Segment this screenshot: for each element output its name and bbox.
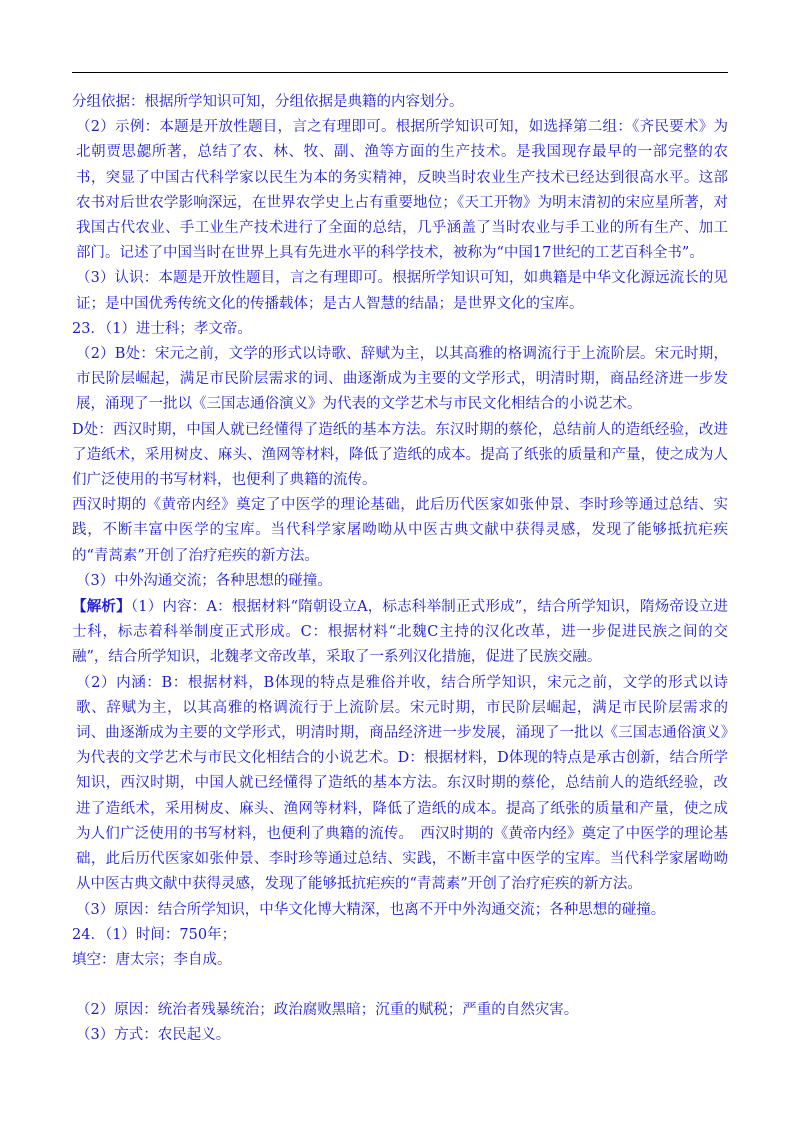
answer-content (72, 90, 728, 1049)
paragraph-understanding: （3）认识：本题是开放性题目，言之有理即可。根据所学知识可知，如典籍是中华文化源远流长的见证；是中国优秀传统文化的传播载体；是古人智慧的结晶；是世界文化的宝库。 (76, 270, 728, 312)
answer-23-1: 23．（1）进士科；孝文帝。 (72, 320, 252, 337)
paragraph-example: （2）示例：本题是开放性题目，言之有理即可。根据所学知识可知，如选择第二组：《齐民要术》为北朝贾思勰所著，总结了农、林、牧、副、渔等方面的生产技术。是我国现存最早的一部完整的农书，突显了中国古代科学家以民生为本的务实精神，反映当时农业生产技术已经达到很高水平。这部农书对后世农学影响深远，在世界农学史上占有重要地位；《天工开物》为明末清初的宋应星所著，对我国古代农业、手工业生产技术进行了全面的总结，几乎涵盖了当时农业与手工业的所有生产、加工部门。记述了中国当时在世界上具有先进水平的科学技术，被称为“中国17世纪的工艺百科全书”。 (76, 119, 728, 262)
answer-24-2: （2）原因：统治者残暴统治；政治腐败黑暗；沉重的赋税；严重的自然灾害。 (76, 1002, 579, 1019)
answer-23-2-d-medicine: 西汉时期的《黄帝内经》奠定了中医学的理论基础，此后历代医家如张仲景、李时珍等通过总结、实践，不断丰富中医学的宝库。当代科学家屠呦呦从中医古典文献中获得灵感，发现了能够抵抗疟疾的“青蒿素”开创了治疗疟疾的新方法。 (72, 497, 728, 564)
header-rule (72, 72, 728, 73)
analysis-paragraph (72, 594, 728, 671)
blank-line (72, 973, 728, 998)
answer-24-fill: 填空：唐太宗；李自成。 (72, 951, 232, 968)
answer-23-2-b: （2）B处：宋元之前，文学的形式以诗歌、辞赋为主，以其高雅的格调流行于上流阶层。宋元时期，市民阶层崛起，满足市民阶层需求的词、曲逐渐成为主要的文学形式，明清时期，商品经济进一步发展，涌现了一批以《三国志通俗演义》为代表的文学艺术与市民文化相结合的小说艺术。 (76, 346, 728, 413)
analysis-2: （2）内涵：B：根据材料，B体现的特点是雅俗并收，结合所学知识，宋元之前，文学的形式以诗歌、辞赋为主，以其高雅的格调流行于上流阶层。宋元时期，市民阶层崛起，满足市民阶层需求的词、曲逐渐成为主要的文学形式，明清时期，商品经济进一步发展，涌现了一批以《三国志通俗演义》为代表的文学艺术与市民文化相结合的小说艺术。D：根据材料，D体现的特点是承古创新，结合所学知识，西汉时期，中国人就已经懂得了造纸的基本方法。东汉时期的蔡伦，总结前人的造纸经验，改进了造纸术，采用树皮、麻头、渔网等材料，降低了造纸的成本。提高了纸张的质量和产量，使之成为人们广泛使用的书写材料，也便利了典籍的流传。 西汉时期的《黄帝内经》奠定了中医学的理论基础，此后历代医家如张仲景、李时珍等通过总结、实践，不断丰富中医学的宝库。当代科学家屠呦呦从中医古典文献中获得灵感，发现了能够抵抗疟疾的“青蒿素”开创了治疗疟疾的新方法。 (76, 674, 728, 893)
answer-23-3: （3）中外沟通交流；各种思想的碰撞。 (76, 572, 332, 589)
analysis-text: （1）内容：A：根据材料“隋朝设立A，标志科举制正式形成”，结合所学知识，隋炀帝设立进士科，标志着科举制度正式形成。C：根据材料“北魏C主持的汉化改革，进一步促进民族之间的交融”，结合所学知识，北魏孝文帝改革，采取了一系列汉化措施，促进了民族交融。 (72, 599, 728, 666)
analysis-label: 【解析】 (72, 598, 131, 616)
answer-24-3: （3）方式：农民起义。 (76, 1027, 231, 1044)
analysis-3: （3）原因：结合所学知识，中华文化博大精深，也离不开中外沟通交流；各种思想的碰撞。 (76, 901, 666, 918)
answer-23-2-d: D处：西汉时期，中国人就已经懂得了造纸的基本方法。东汉时期的蔡伦，总结前人的造纸经验，改进了造纸术，采用树皮、麻头、渔网等材料，降低了造纸的成本。提高了纸张的质量和产量，使之成为人们广泛使用的书写材料，也便利了典籍的流传。 (72, 421, 728, 489)
paragraph-grouping-basis: 分组依据：根据所学知识可知，分组依据是典籍的内容划分。 (72, 94, 464, 110)
answer-24-1: 24．（1）时间：750年； (72, 926, 237, 943)
